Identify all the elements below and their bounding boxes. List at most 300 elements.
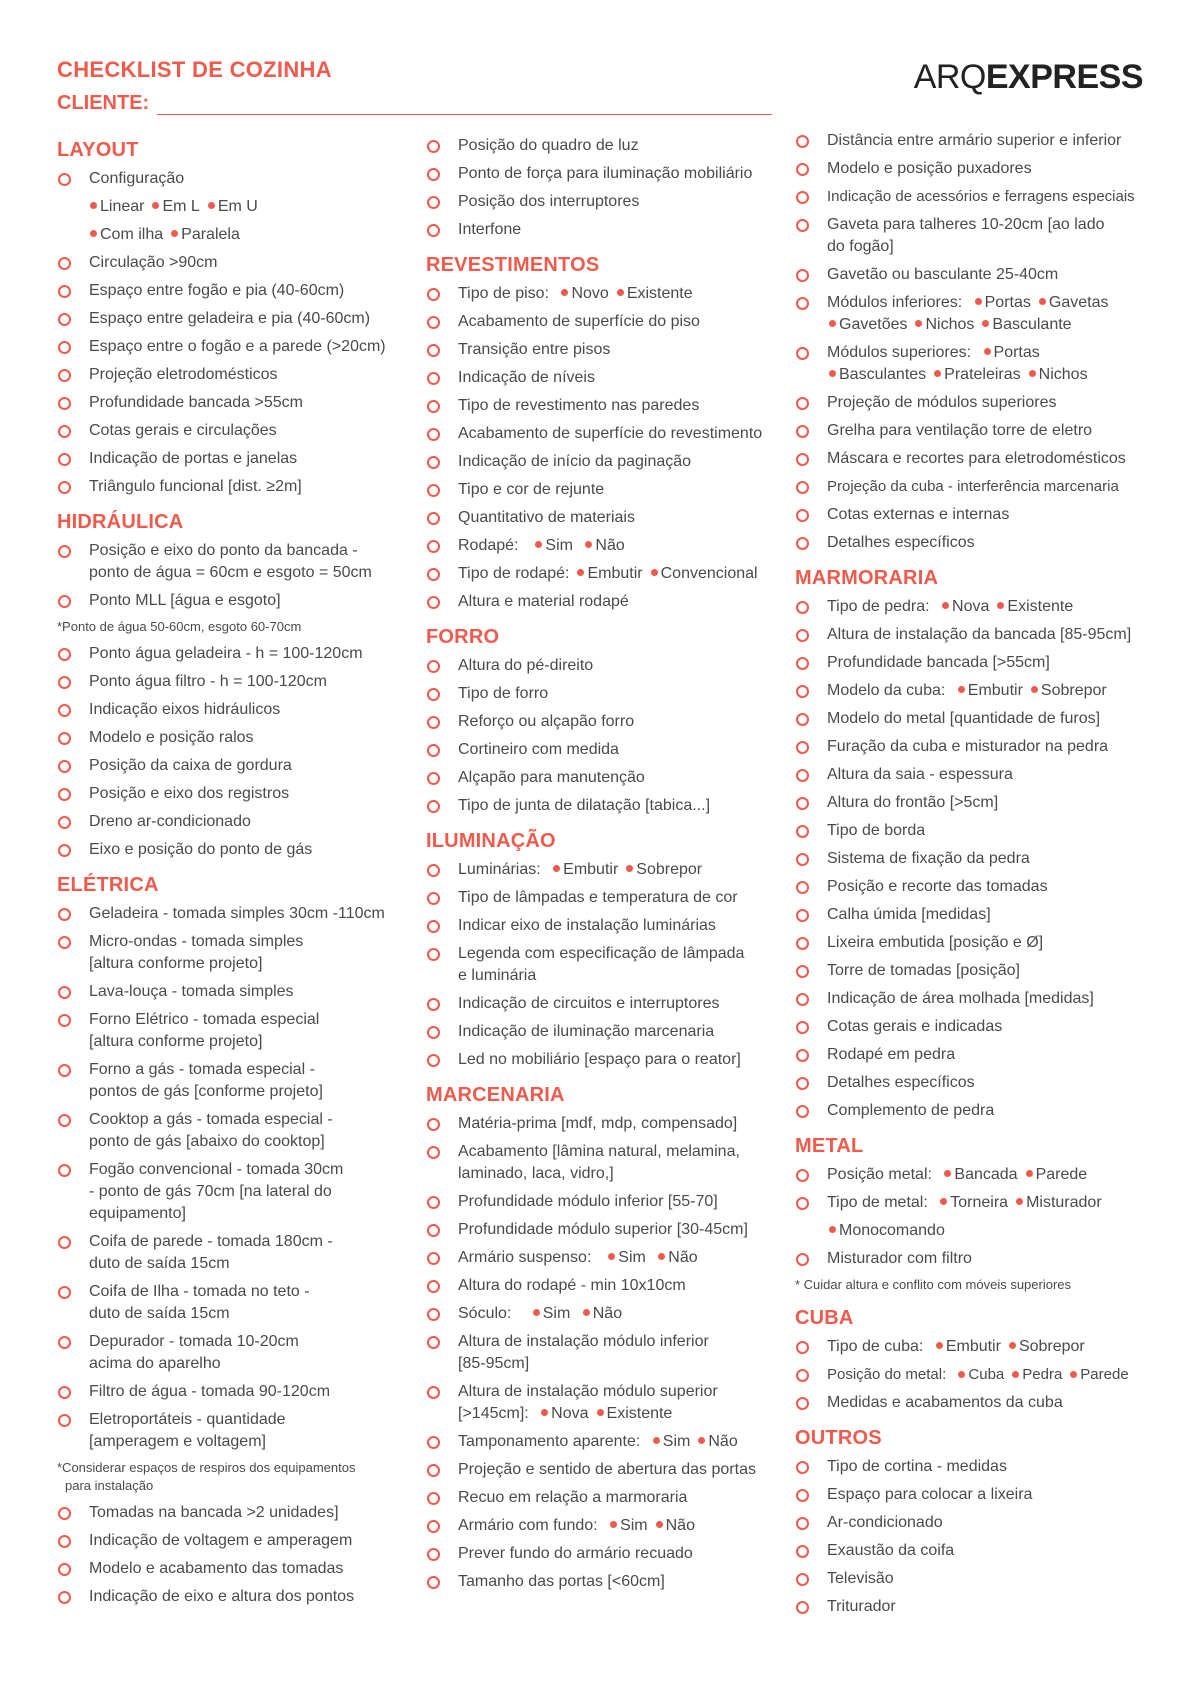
checkbox-circle-icon[interactable] — [427, 400, 440, 413]
checkbox-circle-icon[interactable] — [58, 760, 71, 773]
checklist-item[interactable]: Alçapão para manutenção — [426, 767, 796, 789]
checklist-item[interactable]: Ponto MLL [água e esgoto] — [57, 590, 407, 612]
checkbox-circle-icon[interactable] — [796, 1105, 809, 1118]
checklist-item[interactable]: Modelo e posição ralos — [57, 727, 407, 749]
option-parede[interactable]: Parede — [1068, 1366, 1128, 1383]
checklist-item[interactable]: Exaustão da coifa — [795, 1540, 1155, 1562]
checklist-item[interactable]: Altura de instalação módulo superior — [426, 1381, 796, 1403]
checkbox-circle-icon[interactable] — [58, 1535, 71, 1548]
checklist-item[interactable]: Cortineiro com medida — [426, 739, 796, 761]
option-nao[interactable]: Não — [581, 1305, 622, 1322]
checkbox-circle-icon[interactable] — [58, 369, 71, 382]
checklist-item[interactable]: Módulos inferiores: Portas Gavetas — [795, 292, 1155, 314]
checklist-item[interactable]: Projeção da cuba - interferência marcenaria — [795, 476, 1155, 498]
checkbox-circle-icon[interactable] — [796, 397, 809, 410]
checklist-item[interactable]: Rodapé: Sim Não — [426, 535, 796, 557]
checklist-item[interactable]: Quantitativo de materiais — [426, 507, 796, 529]
option-torneira[interactable]: Torneira — [938, 1194, 1008, 1211]
checklist-item[interactable]: Complemento de pedra — [795, 1100, 1155, 1122]
option-monocomando[interactable]: Monocomando — [827, 1222, 945, 1239]
checkbox-circle-icon[interactable] — [796, 1545, 809, 1558]
checklist-item[interactable]: Altura do rodapé - min 10x10cm — [426, 1275, 796, 1297]
checklist-item[interactable]: Lixeira embutida [posição e Ø] — [795, 932, 1155, 954]
checklist-item[interactable]: Posição e recorte das tomadas — [795, 876, 1155, 898]
option-existente[interactable]: Existente — [595, 1405, 673, 1422]
checkbox-circle-icon[interactable] — [427, 892, 440, 905]
checkbox-circle-icon[interactable] — [427, 512, 440, 525]
checklist-item[interactable]: Indicação de circuitos e interruptores — [426, 993, 796, 1015]
checkbox-circle-icon[interactable] — [427, 1336, 440, 1349]
option-portas[interactable]: Portas — [982, 344, 1040, 361]
checkbox-circle-icon[interactable] — [58, 1507, 71, 1520]
checkbox-circle-icon[interactable] — [796, 481, 809, 494]
checkbox-circle-icon[interactable] — [796, 769, 809, 782]
option-existente[interactable]: Existente — [615, 285, 693, 302]
config-options-row-2 — [57, 224, 407, 246]
option-sobrepor[interactable]: Sobrepor — [1007, 1338, 1085, 1355]
checklist-item[interactable]: Geladeira - tomada simples 30cm -110cm — [57, 903, 407, 925]
checkbox-circle-icon[interactable] — [796, 909, 809, 922]
checkbox-circle-icon[interactable] — [58, 1164, 71, 1177]
checkbox-circle-icon[interactable] — [58, 788, 71, 801]
checkbox-circle-icon[interactable] — [796, 741, 809, 754]
checklist-item[interactable]: Tipo de rodapé: Embutir Convencional — [426, 563, 796, 585]
option-nova[interactable]: Nova — [539, 1405, 588, 1422]
option-portas[interactable]: Portas — [973, 294, 1031, 311]
checklist-item[interactable]: Televisão — [795, 1568, 1155, 1590]
checkbox-circle-icon[interactable] — [58, 1064, 71, 1077]
checklist-item[interactable]: Acabamento de superfície do revestimento — [426, 423, 796, 445]
checklist-item[interactable]: Sóculo: Sim Não — [426, 1303, 796, 1325]
checkbox-circle-icon[interactable] — [427, 1548, 440, 1561]
checklist-item[interactable]: Tipo de cuba: Embutir Sobrepor — [795, 1336, 1155, 1358]
checkbox-circle-icon[interactable] — [58, 1591, 71, 1604]
checklist-item[interactable]: Módulos superiores: Portas — [795, 342, 1155, 364]
checkbox-circle-icon[interactable] — [796, 601, 809, 614]
checkbox-circle-icon[interactable] — [796, 881, 809, 894]
checkbox-circle-icon[interactable] — [427, 688, 440, 701]
checkbox-circle-icon[interactable] — [796, 1397, 809, 1410]
option-embutir[interactable]: Embutir — [956, 682, 1023, 699]
checklist-item[interactable]: Calha úmida [medidas] — [795, 904, 1155, 926]
dot-icon — [1039, 298, 1046, 305]
checkbox-circle-icon[interactable] — [427, 1196, 440, 1209]
checklist-item[interactable]: Reforço ou alçapão forro — [426, 711, 796, 733]
checklist-item[interactable]: Tamponamento aparente: Sim Não — [426, 1431, 796, 1453]
checklist-item[interactable]: Tipo de pedra: Nova Existente — [795, 596, 1155, 618]
option-bancada[interactable]: Bancada — [942, 1166, 1017, 1183]
checkbox-circle-icon[interactable] — [58, 173, 71, 186]
option-pedra[interactable]: Pedra — [1010, 1366, 1062, 1383]
checkbox-circle-icon[interactable] — [796, 1341, 809, 1354]
checkbox-circle-icon[interactable] — [58, 545, 71, 558]
checkbox-circle-icon[interactable] — [796, 1601, 809, 1614]
checkbox-circle-icon[interactable] — [427, 1054, 440, 1067]
checkbox-circle-icon[interactable] — [796, 965, 809, 978]
checkbox-circle-icon[interactable] — [796, 1461, 809, 1474]
checklist-item[interactable]: Legenda com especificação de lâmpada — [426, 943, 796, 965]
option-sim[interactable]: Sim — [531, 1305, 571, 1322]
checkbox-circle-icon[interactable] — [427, 800, 440, 813]
checkbox-circle-icon[interactable] — [427, 1280, 440, 1293]
option-em-u[interactable]: Em U — [206, 198, 258, 215]
checklist-item[interactable]: Filtro de água - tomada 90-120cm — [57, 1381, 407, 1403]
checkbox-circle-icon[interactable] — [427, 1224, 440, 1237]
checkbox-circle-icon[interactable] — [427, 1436, 440, 1449]
option-em-l[interactable]: Em L — [150, 198, 199, 215]
checkbox-circle-icon[interactable] — [796, 537, 809, 550]
checklist-item[interactable]: Rodapé em pedra — [795, 1044, 1155, 1066]
checkbox-circle-icon[interactable] — [796, 629, 809, 642]
checklist-item[interactable]: Altura de instalação da bancada [85-95cm] — [795, 624, 1155, 646]
checkbox-circle-icon[interactable] — [427, 140, 440, 153]
checkbox-circle-icon[interactable] — [427, 168, 440, 181]
checklist-item[interactable]: Indicação eixos hidráulicos — [57, 699, 407, 721]
checkbox-circle-icon[interactable] — [796, 163, 809, 176]
checkbox-circle-icon[interactable] — [58, 341, 71, 354]
checkbox-circle-icon[interactable] — [58, 936, 71, 949]
checkbox-circle-icon[interactable] — [427, 288, 440, 301]
checkbox-circle-icon[interactable] — [58, 676, 71, 689]
checklist-item[interactable]: Eixo e posição do ponto de gás — [57, 839, 407, 861]
option-basculantes[interactable]: Basculantes — [827, 366, 926, 383]
checklist-item[interactable]: Armário suspenso: Sim Não — [426, 1247, 796, 1269]
checkbox-circle-icon[interactable] — [796, 347, 809, 360]
checklist-item[interactable]: Matéria-prima [mdf, mdp, compensado] — [426, 1113, 796, 1135]
checklist-item[interactable]: Indicação de área molhada [medidas] — [795, 988, 1155, 1010]
checklist-item[interactable]: Ponto água filtro - h = 100-120cm — [57, 671, 407, 693]
checklist-item[interactable]: Projeção e sentido de abertura das portas — [426, 1459, 796, 1481]
checklist-item[interactable]: Ponto de força para iluminação mobiliário — [426, 163, 796, 185]
option-linear[interactable]: Linear — [88, 198, 144, 215]
checklist-item[interactable]: Modelo do metal [quantidade de furos] — [795, 708, 1155, 730]
checklist-item[interactable]: Cotas externas e internas — [795, 504, 1155, 526]
checklist-item[interactable]: Posição da caixa de gordura — [57, 755, 407, 777]
checklist-item[interactable]: Tipo de piso: Novo Existente — [426, 283, 796, 305]
checkbox-circle-icon[interactable] — [58, 397, 71, 410]
checklist-item[interactable]: Altura do pé-direito — [426, 655, 796, 677]
option-cuba[interactable]: Cuba — [956, 1366, 1004, 1383]
checklist-item[interactable]: Misturador com filtro — [795, 1248, 1155, 1270]
client-input-line[interactable] — [157, 95, 772, 115]
checklist-item[interactable]: Tipo de metal: Torneira Misturador — [795, 1192, 1155, 1214]
checkbox-circle-icon[interactable] — [427, 484, 440, 497]
checkbox-circle-icon[interactable] — [796, 993, 809, 1006]
checkbox-circle-icon[interactable] — [427, 596, 440, 609]
checklist-item[interactable]: Profundidade módulo inferior [55-70] — [426, 1191, 796, 1213]
checklist-item[interactable]: Tamanho das portas [<60cm] — [426, 1571, 796, 1593]
option-nichos[interactable]: Nichos — [1027, 366, 1088, 383]
checkbox-circle-icon[interactable] — [796, 937, 809, 950]
checklist-item[interactable]: Circulação >90cm — [57, 252, 407, 274]
checkbox-circle-icon[interactable] — [58, 453, 71, 466]
option-com-ilha[interactable]: Com ilha — [88, 226, 163, 243]
checklist-item[interactable]: Espaço para colocar a lixeira — [795, 1484, 1155, 1506]
checkbox-circle-icon[interactable] — [427, 1252, 440, 1265]
checklist-item[interactable]: Indicar eixo de instalação luminárias — [426, 915, 796, 937]
checklist-item[interactable]: Tipo de lâmpadas e temperatura de cor — [426, 887, 796, 909]
checklist-item[interactable]: Fogão convencional - tomada 30cm — [57, 1159, 407, 1181]
checklist-item[interactable]: Espaço entre fogão e pia (40-60cm) — [57, 280, 407, 302]
checklist-item[interactable]: Transição entre pisos — [426, 339, 796, 361]
checklist-item[interactable]: Tipo de cortina - medidas — [795, 1456, 1155, 1478]
checkbox-circle-icon[interactable] — [796, 269, 809, 282]
checklist-item[interactable]: Indicação de níveis — [426, 367, 796, 389]
option-sim[interactable]: Sim — [533, 537, 573, 554]
checkbox-circle-icon[interactable] — [796, 853, 809, 866]
checkbox-circle-icon[interactable] — [427, 456, 440, 469]
checklist-item[interactable]: Luminárias: Embutir Sobrepor — [426, 859, 796, 881]
checkbox-circle-icon[interactable] — [427, 196, 440, 209]
checkbox-circle-icon[interactable] — [796, 425, 809, 438]
checkbox-circle-icon[interactable] — [796, 657, 809, 670]
checklist-item[interactable]: Tipo de revestimento nas paredes — [426, 395, 796, 417]
option-misturador[interactable]: Misturador — [1014, 1194, 1102, 1211]
checklist-item[interactable]: Ponto água geladeira - h = 100-120cm — [57, 643, 407, 665]
checkbox-circle-icon[interactable] — [427, 1118, 440, 1131]
checklist-item[interactable]: Indicação de acessórios e ferragens especiais — [795, 186, 1155, 208]
checklist-item[interactable]: Modelo da cuba: Embutir Sobrepor — [795, 680, 1155, 702]
checklist-item[interactable]: Tipo de forro — [426, 683, 796, 705]
checkbox-circle-icon[interactable] — [796, 219, 809, 232]
dot-icon — [597, 1409, 604, 1416]
checklist-item[interactable]: Medidas e acabamentos da cuba — [795, 1392, 1155, 1414]
checklist-item[interactable]: Posição e eixo dos registros — [57, 783, 407, 805]
checkbox-circle-icon[interactable] — [58, 257, 71, 270]
checklist-item[interactable]: Lava-louça - tomada simples — [57, 981, 407, 1003]
checklist-item[interactable]: Configuração — [57, 168, 407, 190]
checklist-item[interactable]: Ar-condicionado — [795, 1512, 1155, 1534]
checklist-item[interactable]: Detalhes específicos — [795, 1072, 1155, 1094]
checklist-item[interactable]: Posição do metal: Cuba Pedra Parede — [795, 1364, 1155, 1386]
checklist-item[interactable]: Triângulo funcional [dist. ≥2m] — [57, 476, 407, 498]
checkbox-circle-icon[interactable] — [796, 713, 809, 726]
checkbox-circle-icon[interactable] — [58, 285, 71, 298]
option-embutir[interactable]: Embutir — [575, 565, 642, 582]
checklist-item[interactable]: Tomadas na bancada >2 unidades] — [57, 1502, 407, 1524]
checkbox-circle-icon[interactable] — [796, 797, 809, 810]
checkbox-circle-icon[interactable] — [796, 1021, 809, 1034]
option-convencional[interactable]: Convencional — [649, 565, 758, 582]
option-nichos[interactable]: Nichos — [913, 316, 974, 333]
option-sobrepor[interactable]: Sobrepor — [624, 861, 702, 878]
checkbox-circle-icon[interactable] — [58, 481, 71, 494]
option-gavetas[interactable]: Gavetas — [1037, 294, 1109, 311]
checkbox-circle-icon[interactable] — [58, 1286, 71, 1299]
checkbox-circle-icon[interactable] — [58, 1386, 71, 1399]
checkbox-circle-icon[interactable] — [427, 1026, 440, 1039]
checkbox-circle-icon[interactable] — [58, 595, 71, 608]
checklist-item[interactable]: Indicação de iluminação marcenaria — [426, 1021, 796, 1043]
checklist-item[interactable]: Gavetão ou basculante 25-40cm — [795, 264, 1155, 286]
checkbox-circle-icon[interactable] — [796, 135, 809, 148]
checklist-item[interactable]: Altura da saia - espessura — [795, 764, 1155, 786]
checklist-item[interactable]: Posição e eixo do ponto da bancada - — [57, 540, 407, 562]
checkbox-circle-icon[interactable] — [427, 948, 440, 961]
checklist-item[interactable]: Cotas gerais e circulações — [57, 420, 407, 442]
checklist-item[interactable]: Forno a gás - tomada especial - — [57, 1059, 407, 1081]
checkbox-circle-icon[interactable] — [427, 998, 440, 1011]
option-sobrepor[interactable]: Sobrepor — [1029, 682, 1107, 699]
option-nova[interactable]: Nova — [940, 598, 989, 615]
checkbox-circle-icon[interactable] — [427, 864, 440, 877]
checkbox-circle-icon[interactable] — [58, 1414, 71, 1427]
checkbox-circle-icon[interactable] — [427, 716, 440, 729]
client-label: CLIENTE: — [57, 92, 150, 114]
checkbox-circle-icon[interactable] — [58, 908, 71, 921]
checklist-item[interactable]: Eletroportáteis - quantidade — [57, 1409, 407, 1431]
checkbox-circle-icon[interactable] — [796, 1197, 809, 1210]
checklist-item[interactable]: Profundidade bancada >55cm — [57, 392, 407, 414]
checklist-item[interactable]: Interfone — [426, 219, 796, 241]
option-novo[interactable]: Novo — [559, 285, 608, 302]
checkbox-circle-icon[interactable] — [796, 1517, 809, 1530]
checkbox-circle-icon[interactable] — [796, 825, 809, 838]
checklist-item[interactable]: Profundidade módulo superior [30-45cm] — [426, 1219, 796, 1241]
option-nao[interactable]: Não — [583, 537, 624, 554]
option-basculante[interactable]: Basculante — [980, 316, 1071, 333]
checkbox-circle-icon[interactable] — [427, 1492, 440, 1505]
checkbox-circle-icon[interactable] — [796, 453, 809, 466]
checkbox-circle-icon[interactable] — [58, 1114, 71, 1127]
checklist-item[interactable]: Acabamento de superfície do piso — [426, 311, 796, 333]
checklist-item[interactable]: Modelo e acabamento das tomadas — [57, 1558, 407, 1580]
checklist-item[interactable]: Cooktop a gás - tomada especial - — [57, 1109, 407, 1131]
checkbox-circle-icon[interactable] — [796, 1573, 809, 1586]
checklist-item[interactable]: Espaço entre o fogão e a parede (>20cm) — [57, 336, 407, 358]
checkbox-circle-icon[interactable] — [58, 704, 71, 717]
checklist-item[interactable]: Altura do frontão [>5cm] — [795, 792, 1155, 814]
checkbox-circle-icon[interactable] — [427, 344, 440, 357]
checklist-item[interactable]: Forno Elétrico - tomada especial — [57, 1009, 407, 1031]
checklist-item[interactable]: Detalhes específicos — [795, 532, 1155, 554]
checkbox-circle-icon[interactable] — [58, 1014, 71, 1027]
checklist-item[interactable]: Modelo e posição puxadores — [795, 158, 1155, 180]
checklist-item[interactable]: Distância entre armário superior e inferior — [795, 130, 1155, 152]
checklist-item[interactable]: Tipo de borda — [795, 820, 1155, 842]
section-title-layout: LAYOUT — [57, 139, 139, 161]
checkbox-circle-icon[interactable] — [58, 986, 71, 999]
checkbox-circle-icon[interactable] — [427, 428, 440, 441]
option-embutir[interactable]: Embutir — [551, 861, 618, 878]
checkbox-circle-icon[interactable] — [796, 191, 809, 204]
checkbox-circle-icon[interactable] — [58, 1563, 71, 1576]
checklist-item[interactable]: Coifa de Ilha - tomada no teto - — [57, 1281, 407, 1303]
checklist-item[interactable]: Micro-ondas - tomada simples — [57, 931, 407, 953]
option-sim[interactable]: Sim — [651, 1433, 691, 1450]
checklist-item[interactable]: Recuo em relação a marmoraria — [426, 1487, 796, 1509]
checklist-item[interactable]: Sistema de fixação da pedra — [795, 848, 1155, 870]
checkbox-circle-icon[interactable] — [58, 816, 71, 829]
checklist-item[interactable]: Máscara e recortes para eletrodomésticos — [795, 448, 1155, 470]
checkbox-circle-icon[interactable] — [796, 1049, 809, 1062]
checklist-item[interactable]: Tipo de junta de dilatação [tabica...] — [426, 795, 796, 817]
checklist-item[interactable]: Gaveta para talheres 10-20cm [ao lado — [795, 214, 1155, 236]
checklist-item[interactable]: Altura de instalação módulo inferior — [426, 1331, 796, 1353]
checklist-item[interactable]: Posição metal: Bancada Parede — [795, 1164, 1155, 1186]
checklist-item[interactable]: Depurador - tomada 10-20cm — [57, 1331, 407, 1353]
checkbox-circle-icon[interactable] — [427, 372, 440, 385]
checklist-item[interactable]: Altura e material rodapé — [426, 591, 796, 613]
checklist-item[interactable]: Posição dos interruptores — [426, 191, 796, 213]
checklist-item[interactable]: Armário com fundo: Sim Não — [426, 1515, 796, 1537]
option-parede[interactable]: Parede — [1024, 1166, 1088, 1183]
checkbox-circle-icon[interactable] — [427, 1146, 440, 1159]
checklist-item[interactable]: Tipo e cor de rejunte — [426, 479, 796, 501]
checklist-item[interactable]: Indicação de eixo e altura dos pontos — [57, 1586, 407, 1608]
checklist-item[interactable]: Projeção eletrodomésticos — [57, 364, 407, 386]
checklist-item[interactable]: Profundidade bancada [>55cm] — [795, 652, 1155, 674]
checklist-item[interactable]: Coifa de parede - tomada 180cm - — [57, 1231, 407, 1253]
checkbox-circle-icon[interactable] — [796, 1253, 809, 1266]
checkbox-circle-icon[interactable] — [58, 648, 71, 661]
option-sim[interactable]: Sim — [606, 1249, 646, 1266]
option-existente[interactable]: Existente — [995, 598, 1073, 615]
checkbox-circle-icon[interactable] — [427, 1386, 440, 1399]
checkbox-circle-icon[interactable] — [58, 844, 71, 857]
option-sim[interactable]: Sim — [608, 1517, 648, 1534]
checklist-item[interactable]: Projeção de módulos superiores — [795, 392, 1155, 414]
checkbox-circle-icon[interactable] — [427, 568, 440, 581]
checklist-item[interactable]: Furação da cuba e misturador na pedra — [795, 736, 1155, 758]
option-prateleiras[interactable]: Prateleiras — [932, 366, 1020, 383]
checkbox-circle-icon[interactable] — [427, 772, 440, 785]
checklist-item[interactable]: Triturador — [795, 1596, 1155, 1618]
option-nao[interactable]: Não — [656, 1249, 697, 1266]
checklist-item[interactable]: Torre de tomadas [posição] — [795, 960, 1155, 982]
checkbox-circle-icon[interactable] — [427, 744, 440, 757]
checkbox-circle-icon[interactable] — [796, 1077, 809, 1090]
checkbox-circle-icon[interactable] — [427, 1576, 440, 1589]
option-embutir[interactable]: Embutir — [934, 1338, 1001, 1355]
checkbox-circle-icon[interactable] — [58, 313, 71, 326]
checklist-item[interactable]: Dreno ar-condicionado — [57, 811, 407, 833]
checklist-item[interactable]: Indicação de voltagem e amperagem — [57, 1530, 407, 1552]
checkbox-circle-icon[interactable] — [796, 1489, 809, 1502]
checklist-item[interactable]: Espaço entre geladeira e pia (40-60cm) — [57, 308, 407, 330]
checkbox-circle-icon[interactable] — [796, 509, 809, 522]
checklist-item[interactable]: Indicação de início da paginação — [426, 451, 796, 473]
checkbox-circle-icon[interactable] — [427, 540, 440, 553]
checkbox-circle-icon[interactable] — [58, 732, 71, 745]
checkbox-circle-icon[interactable] — [427, 1308, 440, 1321]
checkbox-circle-icon[interactable] — [427, 920, 440, 933]
checkbox-circle-icon[interactable] — [427, 224, 440, 237]
checkbox-circle-icon[interactable] — [58, 425, 71, 438]
checkbox-circle-icon[interactable] — [58, 1236, 71, 1249]
checkbox-circle-icon[interactable] — [427, 1520, 440, 1533]
checkbox-circle-icon[interactable] — [796, 297, 809, 310]
option-nao[interactable]: Não — [696, 1433, 737, 1450]
checklist-item[interactable]: Posição do quadro de luz — [426, 135, 796, 157]
checkbox-circle-icon[interactable] — [796, 685, 809, 698]
checklist-item[interactable]: Acabamento [lâmina natural, melamina, — [426, 1141, 796, 1163]
checkbox-circle-icon[interactable] — [427, 660, 440, 673]
option-paralela[interactable]: Paralela — [169, 226, 240, 243]
option-gavetoes[interactable]: Gavetões — [827, 316, 907, 333]
checklist-item[interactable]: Indicação de portas e janelas — [57, 448, 407, 470]
checkbox-circle-icon[interactable] — [796, 1369, 809, 1382]
checklist-item[interactable]: Cotas gerais e indicadas — [795, 1016, 1155, 1038]
checkbox-circle-icon[interactable] — [427, 316, 440, 329]
checklist-item[interactable]: Grelha para ventilação torre de eletro — [795, 420, 1155, 442]
checklist-item[interactable]: Led no mobiliário [espaço para o reator] — [426, 1049, 796, 1071]
checkbox-circle-icon[interactable] — [796, 1169, 809, 1182]
checkbox-circle-icon[interactable] — [427, 1464, 440, 1477]
checkbox-circle-icon[interactable] — [58, 1336, 71, 1349]
checklist-item[interactable]: Prever fundo do armário recuado — [426, 1543, 796, 1565]
option-nao[interactable]: Não — [654, 1517, 695, 1534]
